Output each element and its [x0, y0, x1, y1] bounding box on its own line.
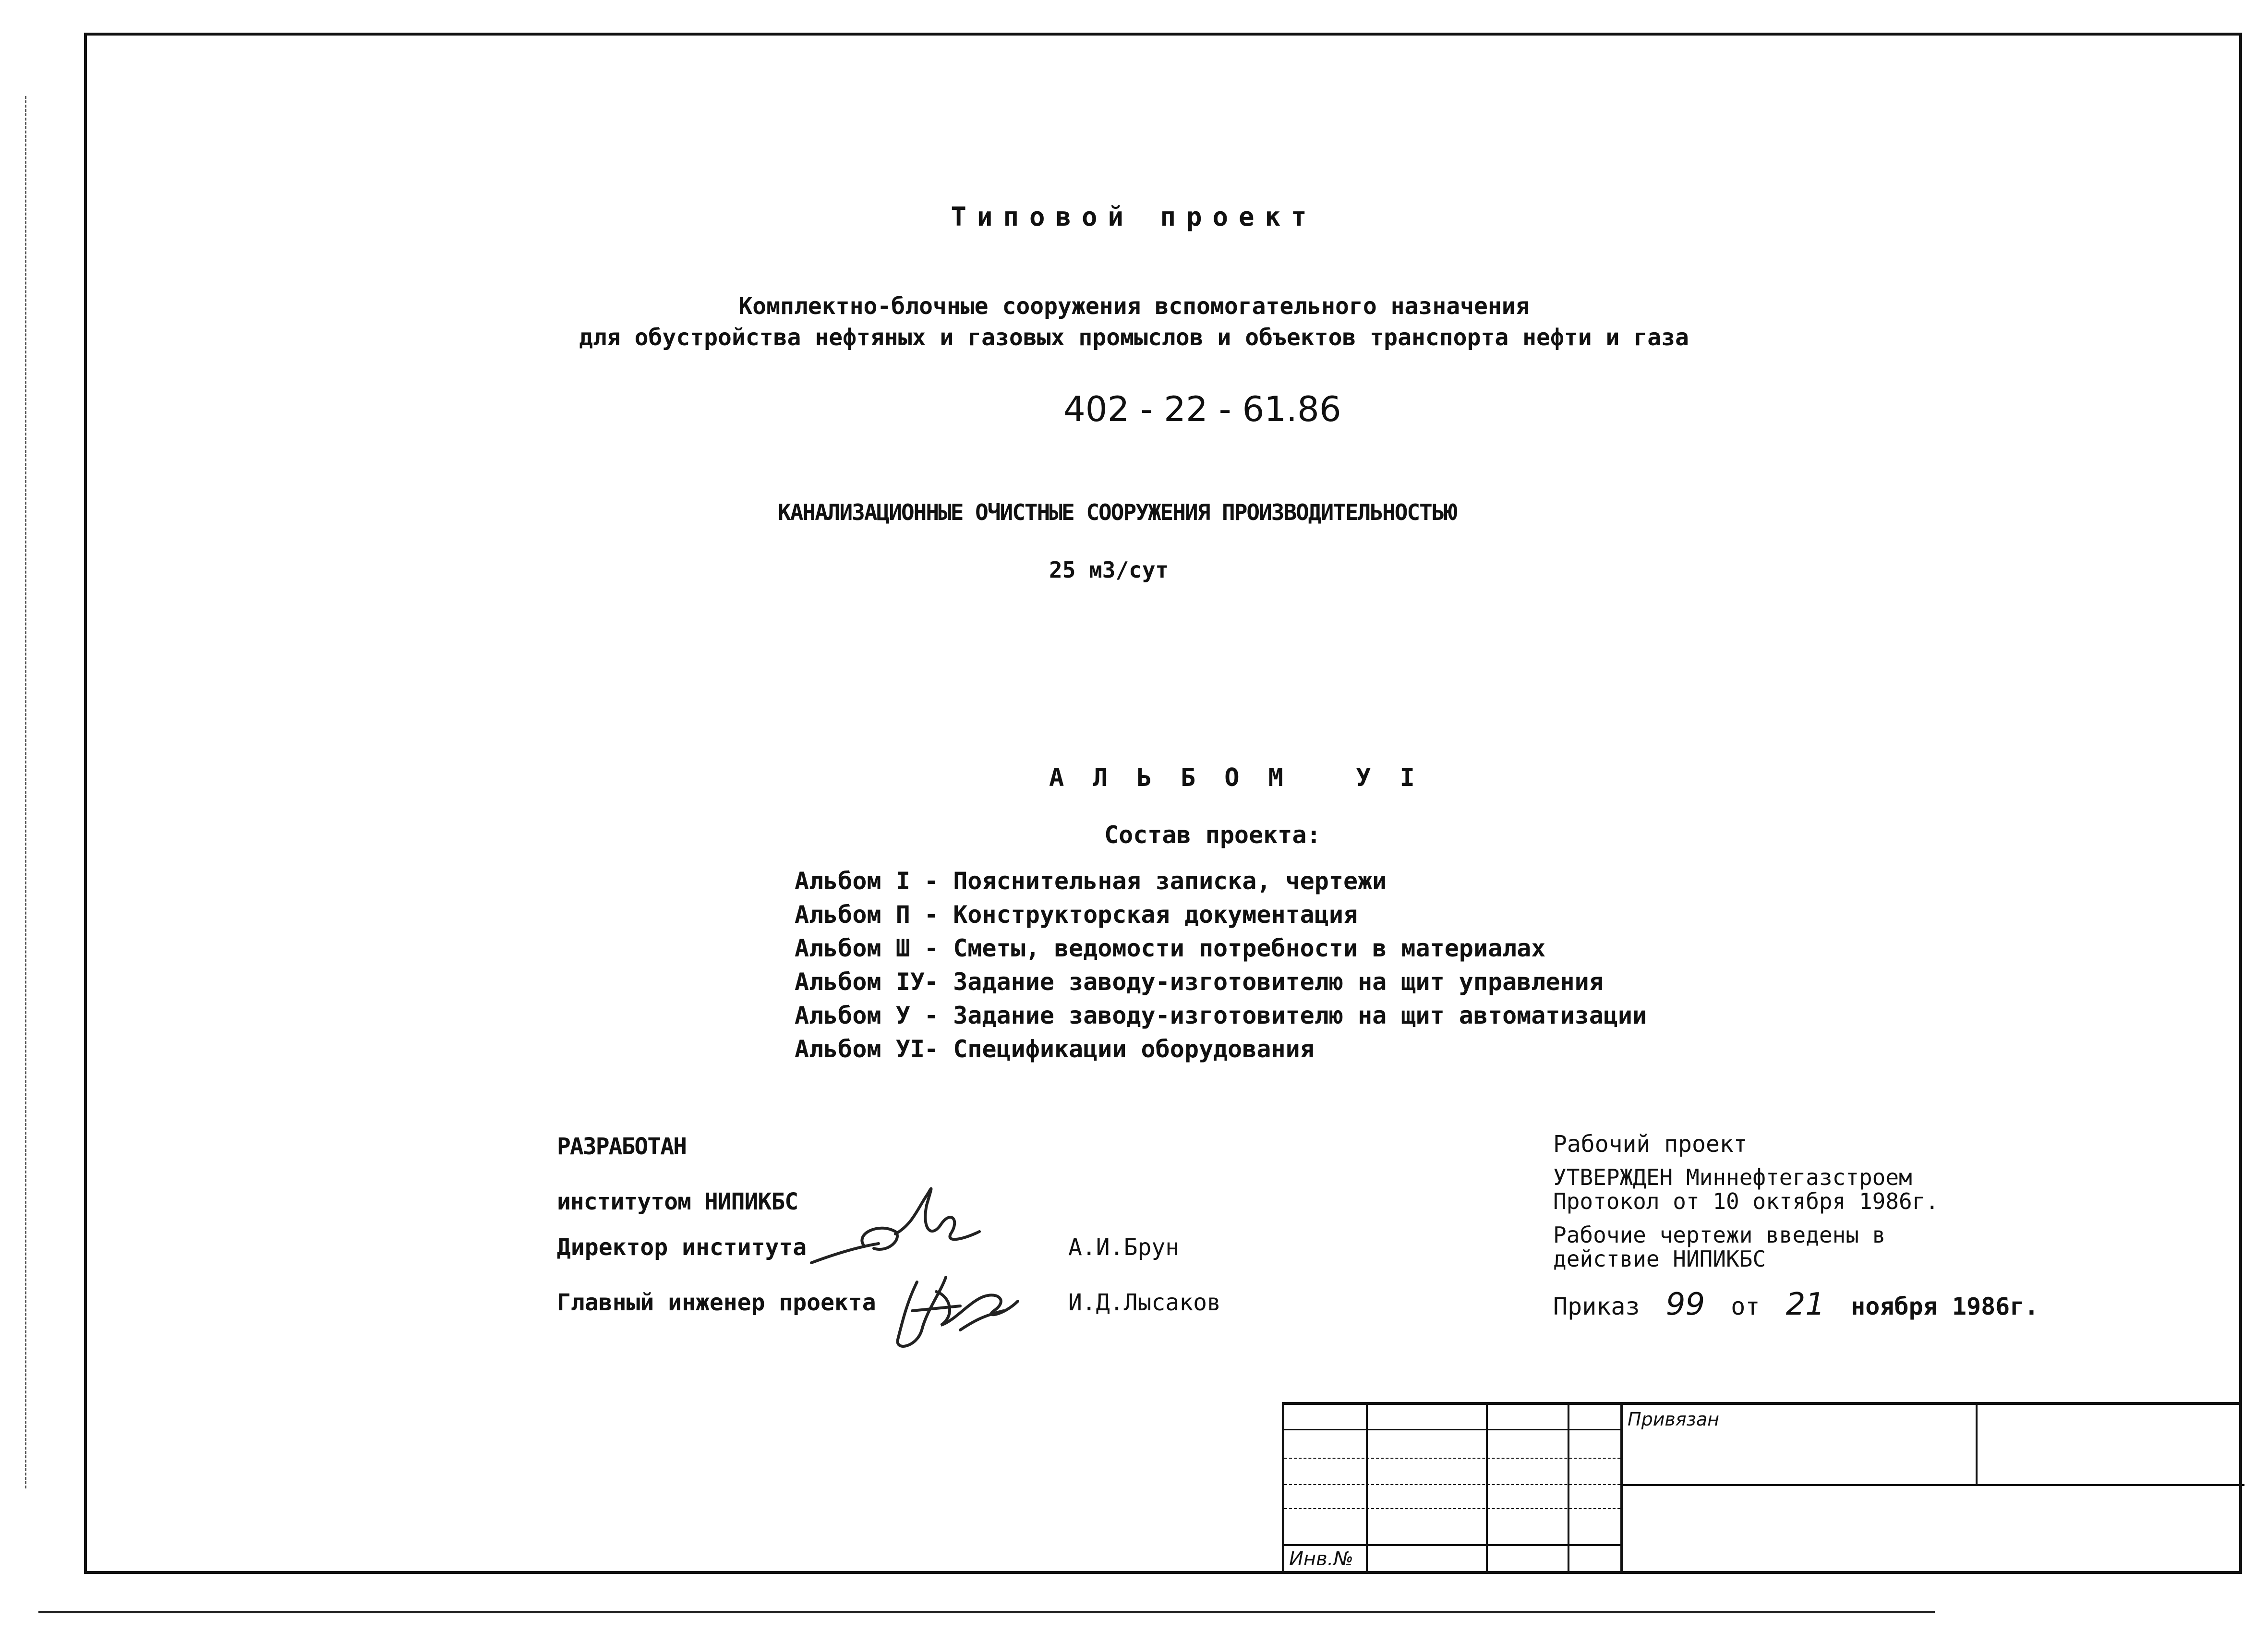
director-name: А.И.Брун: [1068, 1234, 1180, 1261]
developed-heading: РАЗРАБОТАН: [557, 1133, 686, 1160]
drawings-line-1: Рабочие чертежи введены в: [1553, 1222, 1886, 1248]
director-title: Директор института: [557, 1234, 807, 1261]
object-title: КАНАЛИЗАЦИОННЫЕ ОЧИСТНЫЕ СООРУЖЕНИЯ ПРОИЗВОДИТЕЛЬНОСТЬЮ: [778, 499, 1457, 525]
title-block-stamp: [1282, 1402, 2242, 1574]
order-prefix: Приказ: [1553, 1293, 1640, 1320]
chief-engineer-title: Главный инженер проекта: [557, 1289, 876, 1316]
album-description: - Сметы, ведомости потребности в материалах: [924, 934, 1546, 962]
album-list-item: [795, 864, 1647, 898]
stamp-divider: [1620, 1405, 1623, 1574]
stamp-row-line: [1284, 1484, 1620, 1485]
chief-engineer-signature: [888, 1263, 1032, 1359]
stamp-row-line: [1284, 1508, 1620, 1509]
album-description: - Конструкторская документация: [924, 901, 1358, 929]
project-number: 402 - 22 - 61.86: [1063, 389, 1341, 429]
subtitle-line-1: Комплектно-блочные сооружения вспомогательного назначения: [738, 293, 1530, 320]
album-description: - Пояснительная записка, чертежи: [924, 867, 1387, 895]
album-description: - Задание заводу-изготовителю на щит управления: [924, 968, 1604, 996]
working-project-label: Рабочий проект: [1553, 1131, 1748, 1158]
album-label: Альбом Ш: [795, 934, 910, 962]
album-list: [795, 864, 1647, 1066]
album-description: - Спецификации оборудования: [924, 1035, 1315, 1063]
album-list-item: [795, 965, 1647, 999]
subtitle-line-2: для обустройства нефтяных и газовых промыслов и объектов транспорта нефти и газа: [579, 324, 1689, 351]
doc-type-title: Типовой проект: [951, 202, 1317, 232]
album-label: Альбом У: [795, 1002, 910, 1029]
album-list-item: [795, 931, 1647, 965]
stamp-row-line: [1284, 1544, 1620, 1546]
stamp-row-line: [1284, 1429, 1620, 1430]
stamp-row-line: [1284, 1458, 1620, 1459]
bound-label: Привязан: [1628, 1409, 1719, 1430]
album-label: Альбом I: [795, 867, 910, 895]
inventory-label: Инв.№: [1289, 1548, 1353, 1570]
album-label: Альбом УI: [795, 1035, 925, 1063]
composition-heading: Состав проекта:: [1104, 821, 1321, 849]
drawings-line-2: действие НИПИКБС: [1553, 1246, 1766, 1272]
order-number: 99: [1665, 1287, 1705, 1322]
album-list-item: [795, 999, 1647, 1032]
capacity: 25 м3/сут: [1049, 557, 1169, 583]
order-line: [1553, 1287, 2039, 1322]
album-title: АЛЬБОМ УI: [1049, 763, 1444, 792]
drawing-frame: [84, 33, 2242, 1574]
chief-engineer-name: И.Д.Лысаков: [1068, 1289, 1221, 1316]
developed-institute: институтом НИПИКБС: [557, 1188, 798, 1215]
protocol-line: Протокол от 10 октября 1986г.: [1553, 1188, 1939, 1214]
album-list-item: [795, 1032, 1647, 1066]
album-description: - Задание заводу-изготовителю на щит автоматизации: [924, 1002, 1647, 1029]
album-list-item: [795, 898, 1647, 931]
album-label: Альбом П: [795, 901, 910, 929]
stamp-divider: [1976, 1405, 1978, 1484]
order-day: 21: [1785, 1287, 1825, 1322]
stamp-row-line: [1620, 1484, 2244, 1486]
order-suffix: ноября 1986г.: [1851, 1293, 2039, 1320]
bottom-trim-line: [38, 1611, 1935, 1613]
approved-line: УТВЕРЖДЕН Миннефтегазстроем: [1553, 1164, 1912, 1190]
album-label: Альбом IУ: [795, 968, 925, 996]
order-from: от: [1731, 1293, 1760, 1320]
